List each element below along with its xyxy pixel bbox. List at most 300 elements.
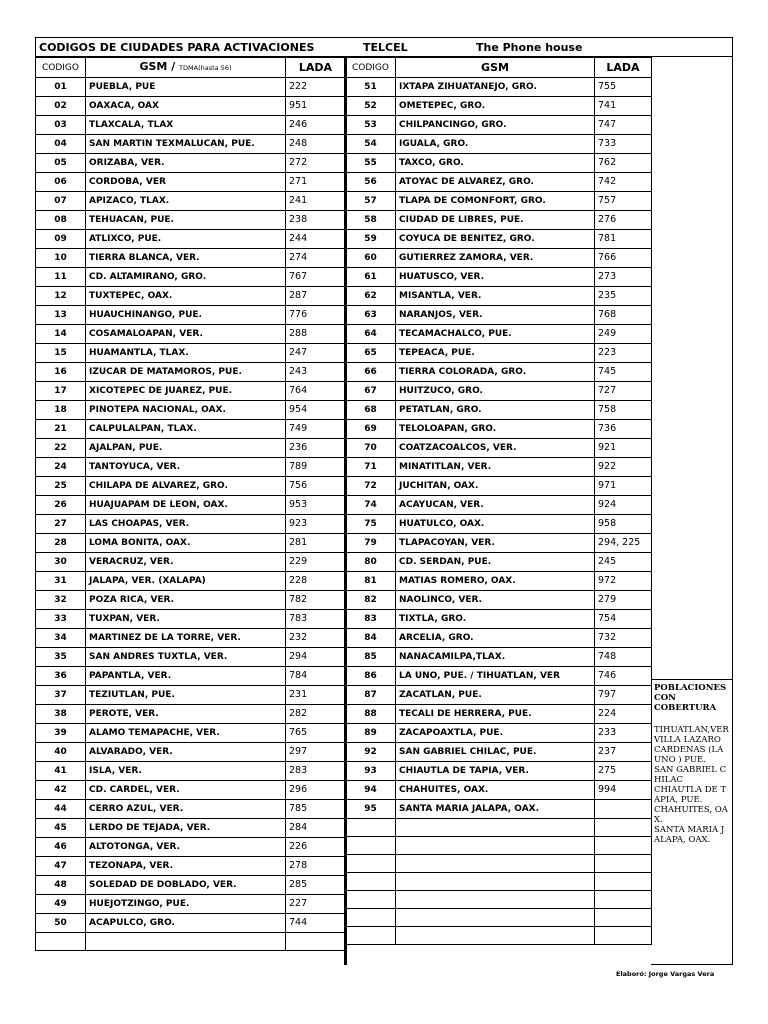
- table-row: [346, 439, 652, 458]
- row-city: TELOLOAPAN, GRO.: [396, 420, 595, 439]
- row-city: HUATUSCO, VER.: [396, 268, 595, 287]
- row-code: 14: [36, 325, 86, 344]
- row-lada: 296: [286, 781, 346, 800]
- row-code: 84: [346, 629, 396, 648]
- row-code: 17: [36, 382, 86, 401]
- row-city: CIUDAD DE LIBRES, PUE.: [396, 211, 595, 230]
- row-city: TECAMACHALCO, PUE.: [396, 325, 595, 344]
- row-lada: 223: [595, 344, 652, 363]
- row-lada: 274: [286, 249, 346, 268]
- table-row: [36, 249, 346, 268]
- row-lada: 781: [595, 230, 652, 249]
- row-lada: 958: [595, 515, 652, 534]
- row-lada: 741: [595, 97, 652, 116]
- row-lada: 224: [595, 705, 652, 724]
- row-city: TEZIUTLAN, PUE.: [86, 686, 286, 705]
- row-city: CHILPANCINGO, GRO.: [396, 116, 595, 135]
- table-row: [36, 762, 346, 781]
- carrier-name: TELCEL: [363, 41, 408, 54]
- table-row: [36, 477, 346, 496]
- row-lada: 294: [286, 648, 346, 667]
- row-city: TUXPAN, VER.: [86, 610, 286, 629]
- table-row: [36, 192, 346, 211]
- row-lada: 236: [286, 439, 346, 458]
- table-row: [346, 268, 652, 287]
- table-row: [346, 686, 652, 705]
- row-code: 49: [36, 895, 86, 914]
- row-lada: 283: [286, 762, 346, 781]
- table-row: [346, 515, 652, 534]
- row-code: 10: [36, 249, 86, 268]
- table-row: [346, 610, 652, 629]
- table-row: [346, 909, 652, 927]
- row-code: 07: [36, 192, 86, 211]
- table-row: [346, 420, 652, 439]
- row-lada: 745: [595, 363, 652, 382]
- row-city: COATZACOALCOS, VER.: [396, 439, 595, 458]
- table-row: [346, 667, 652, 686]
- row-lada: 782: [286, 591, 346, 610]
- table-row: [36, 325, 346, 344]
- row-lada: [595, 837, 652, 855]
- row-city: LAS CHOAPAS, VER.: [86, 515, 286, 534]
- table-row: [36, 686, 346, 705]
- gsm-header: [86, 58, 286, 78]
- row-lada: [595, 855, 652, 873]
- table-row: [36, 439, 346, 458]
- row-city: CALPULALPAN, TLAX.: [86, 420, 286, 439]
- row-city: TIERRA COLORADA, GRO.: [396, 363, 595, 382]
- table-row: [346, 287, 652, 306]
- table-row: [36, 895, 346, 914]
- table-row: [36, 933, 346, 951]
- left-table-header: [36, 58, 346, 78]
- table-row: [36, 648, 346, 667]
- table-row: [346, 837, 652, 855]
- row-lada: 755: [595, 78, 652, 97]
- row-lada: 784: [286, 667, 346, 686]
- row-code: 53: [346, 116, 396, 135]
- row-city: LOMA BONITA, OAX.: [86, 534, 286, 553]
- row-lada: 951: [286, 97, 346, 116]
- gsm-label: GSM /: [139, 60, 180, 73]
- row-city: ALAMO TEMAPACHE, VER.: [86, 724, 286, 743]
- row-lada: 294, 225: [595, 534, 652, 553]
- row-lada: 241: [286, 192, 346, 211]
- row-lada: 727: [595, 382, 652, 401]
- table-row: [346, 891, 652, 909]
- table-row: [346, 211, 652, 230]
- row-code: 01: [36, 78, 86, 97]
- row-city: MISANTLA, VER.: [396, 287, 595, 306]
- row-city: JALAPA, VER. (XALAPA): [86, 572, 286, 591]
- row-code: 09: [36, 230, 86, 249]
- row-code: 31: [36, 572, 86, 591]
- row-code: 74: [346, 496, 396, 515]
- row-lada: 757: [595, 192, 652, 211]
- table-row: [346, 553, 652, 572]
- row-lada: 244: [286, 230, 346, 249]
- row-city: HUATULCO, OAX.: [396, 515, 595, 534]
- row-code: 45: [36, 819, 86, 838]
- row-city: OAXACA, OAX: [86, 97, 286, 116]
- row-city: [396, 873, 595, 891]
- row-city: [396, 855, 595, 873]
- row-city: ZACATLAN, PUE.: [396, 686, 595, 705]
- table-row: [36, 629, 346, 648]
- row-city: CHAHUITES, OAX.: [396, 781, 595, 800]
- row-city: MARTINEZ DE LA TORRE, VER.: [86, 629, 286, 648]
- row-lada: 276: [595, 211, 652, 230]
- row-city: IGUALA, GRO.: [396, 135, 595, 154]
- table-row: [36, 363, 346, 382]
- table-row: [346, 458, 652, 477]
- row-city: TANTOYUCA, VER.: [86, 458, 286, 477]
- row-lada: 744: [286, 914, 346, 933]
- row-code: 88: [346, 705, 396, 724]
- row-lada: 287: [286, 287, 346, 306]
- row-code: 83: [346, 610, 396, 629]
- table-row: [346, 781, 652, 800]
- row-code: [36, 933, 86, 951]
- table-row: [36, 135, 346, 154]
- table-row: [346, 762, 652, 781]
- row-city: VERACRUZ, VER.: [86, 553, 286, 572]
- row-code: [346, 891, 396, 909]
- row-code: 85: [346, 648, 396, 667]
- row-code: 87: [346, 686, 396, 705]
- table-row: [36, 116, 346, 135]
- right-code-table: [345, 57, 652, 945]
- coverage-list: TIHUATLAN,VER VILLA LAZARO CARDENAS (LA UNO ) PUE. SAN GABRIEL CHILAC CHIAUTLA DE TAPIA, PUE. CHAHUITES, OAX. SANTA MARIA JALAPA, OAX.: [654, 725, 729, 845]
- row-city: TLAPACOYAN, VER.: [396, 534, 595, 553]
- row-code: 62: [346, 287, 396, 306]
- table-row: [36, 914, 346, 933]
- table-row: [36, 78, 346, 97]
- row-city: ACAPULCO, GRO.: [86, 914, 286, 933]
- row-city: SAN ANDRES TUXTLA, VER.: [86, 648, 286, 667]
- row-city: AJALPAN, PUE.: [86, 439, 286, 458]
- row-city: ATLIXCO, PUE.: [86, 230, 286, 249]
- row-city: NANACAMILPA,TLAX.: [396, 648, 595, 667]
- table-row: [346, 97, 652, 116]
- table-row: [36, 173, 346, 192]
- row-code: 02: [36, 97, 86, 116]
- coverage-box: [651, 679, 733, 965]
- row-city: [396, 819, 595, 837]
- table-row: [36, 211, 346, 230]
- right-table-header: [346, 58, 652, 78]
- table-row: [346, 873, 652, 891]
- row-code: 04: [36, 135, 86, 154]
- row-code: 34: [36, 629, 86, 648]
- row-city: TEPEACA, PUE.: [396, 344, 595, 363]
- row-code: 22: [36, 439, 86, 458]
- table-row: [346, 249, 652, 268]
- row-lada: 227: [286, 895, 346, 914]
- table-row: [36, 591, 346, 610]
- table-row: [346, 154, 652, 173]
- table-row: [36, 230, 346, 249]
- table-row: [36, 458, 346, 477]
- row-city: JUCHITAN, OAX.: [396, 477, 595, 496]
- table-row: [36, 667, 346, 686]
- row-code: 21: [36, 420, 86, 439]
- row-code: 32: [36, 591, 86, 610]
- row-code: 05: [36, 154, 86, 173]
- side-panel: [651, 57, 733, 965]
- row-code: 71: [346, 458, 396, 477]
- row-lada: 767: [286, 268, 346, 287]
- row-lada: 742: [595, 173, 652, 192]
- row-lada: 766: [595, 249, 652, 268]
- row-city: COSAMALOAPAN, VER.: [86, 325, 286, 344]
- row-city: TLAPA DE COMONFORT, GRO.: [396, 192, 595, 211]
- row-code: 61: [346, 268, 396, 287]
- row-code: 57: [346, 192, 396, 211]
- table-row: [346, 173, 652, 192]
- row-lada: 765: [286, 724, 346, 743]
- row-code: 60: [346, 249, 396, 268]
- row-city: GUTIERREZ ZAMORA, VER.: [396, 249, 595, 268]
- table-row: [346, 927, 652, 945]
- row-code: 41: [36, 762, 86, 781]
- row-lada: 797: [595, 686, 652, 705]
- row-city: ACAYUCAN, VER.: [396, 496, 595, 515]
- row-lada: 245: [595, 553, 652, 572]
- table-row: [36, 800, 346, 819]
- row-city: CD. ALTAMIRANO, GRO.: [86, 268, 286, 287]
- row-code: 12: [36, 287, 86, 306]
- row-code: 66: [346, 363, 396, 382]
- row-city: TIXTLA, GRO.: [396, 610, 595, 629]
- table-row: [36, 857, 346, 876]
- table-row: [36, 154, 346, 173]
- row-lada: 272: [286, 154, 346, 173]
- table-row: [36, 382, 346, 401]
- row-lada: 297: [286, 743, 346, 762]
- row-code: 37: [36, 686, 86, 705]
- table-row: [346, 800, 652, 819]
- author-credit: Elaboró: Jorge Vargas Vera: [616, 970, 715, 978]
- row-code: 06: [36, 173, 86, 192]
- row-code: 11: [36, 268, 86, 287]
- row-city: CD. CARDEL, VER.: [86, 781, 286, 800]
- row-lada: 281: [286, 534, 346, 553]
- row-city: ISLA, VER.: [86, 762, 286, 781]
- row-code: 51: [346, 78, 396, 97]
- table-row: [36, 97, 346, 116]
- table-row: [346, 496, 652, 515]
- sheet-header: [35, 37, 733, 57]
- row-city: [86, 933, 286, 951]
- row-lada: 271: [286, 173, 346, 192]
- table-row: [36, 268, 346, 287]
- row-code: 59: [346, 230, 396, 249]
- row-code: 35: [36, 648, 86, 667]
- row-code: 92: [346, 743, 396, 762]
- row-code: 75: [346, 515, 396, 534]
- table-row: [346, 591, 652, 610]
- row-city: ATOYAC DE ALVAREZ, GRO.: [396, 173, 595, 192]
- table-row: [346, 135, 652, 154]
- row-lada: [595, 927, 652, 945]
- row-lada: 994: [595, 781, 652, 800]
- row-city: COYUCA DE BENITEZ, GRO.: [396, 230, 595, 249]
- table-row: [346, 534, 652, 553]
- row-code: 72: [346, 477, 396, 496]
- row-lada: 754: [595, 610, 652, 629]
- table-row: [346, 382, 652, 401]
- row-city: TUXTEPEC, OAX.: [86, 287, 286, 306]
- row-lada: 237: [595, 743, 652, 762]
- table-row: [36, 534, 346, 553]
- row-lada: [595, 873, 652, 891]
- row-lada: 732: [595, 629, 652, 648]
- row-code: [346, 819, 396, 837]
- table-row: [346, 629, 652, 648]
- row-city: NAOLINCO, VER.: [396, 591, 595, 610]
- row-city: TLAXCALA, TLAX: [86, 116, 286, 135]
- row-city: [396, 891, 595, 909]
- table-row: [346, 855, 652, 873]
- table-row: [36, 401, 346, 420]
- row-lada: 275: [595, 762, 652, 781]
- row-lada: 924: [595, 496, 652, 515]
- row-city: PETATLAN, GRO.: [396, 401, 595, 420]
- left-code-table: [35, 57, 346, 951]
- table-row: [346, 572, 652, 591]
- row-lada: [595, 800, 652, 819]
- store-name: The Phone house: [476, 41, 583, 54]
- row-city: ALVARADO, VER.: [86, 743, 286, 762]
- table-row: [36, 553, 346, 572]
- row-code: 39: [36, 724, 86, 743]
- row-city: TEHUACAN, PUE.: [86, 211, 286, 230]
- row-lada: 235: [595, 287, 652, 306]
- row-lada: 232: [286, 629, 346, 648]
- table-row: [346, 78, 652, 97]
- table-row: [36, 705, 346, 724]
- table-row: [36, 743, 346, 762]
- row-city: ARCELIA, GRO.: [396, 629, 595, 648]
- row-code: 30: [36, 553, 86, 572]
- row-code: 55: [346, 154, 396, 173]
- row-lada: 279: [595, 591, 652, 610]
- row-lada: [595, 909, 652, 927]
- row-lada: 228: [286, 572, 346, 591]
- row-code: 46: [36, 838, 86, 857]
- row-code: 18: [36, 401, 86, 420]
- row-city: PEROTE, VER.: [86, 705, 286, 724]
- table-row: [346, 819, 652, 837]
- row-code: 80: [346, 553, 396, 572]
- row-lada: 921: [595, 439, 652, 458]
- code-sheet: [35, 37, 733, 965]
- row-code: 65: [346, 344, 396, 363]
- row-lada: 243: [286, 363, 346, 382]
- sheet-title: CODIGOS DE CIUDADES PARA ACTIVACIONES: [39, 41, 315, 54]
- row-city: OMETEPEC, GRO.: [396, 97, 595, 116]
- row-code: 52: [346, 97, 396, 116]
- row-city: HUITZUCO, GRO.: [396, 382, 595, 401]
- row-code: [346, 927, 396, 945]
- table-row: [346, 705, 652, 724]
- table-row: [36, 572, 346, 591]
- row-lada: 746: [595, 667, 652, 686]
- row-code: 28: [36, 534, 86, 553]
- row-city: HUAUCHINANGO, PUE.: [86, 306, 286, 325]
- row-lada: 762: [595, 154, 652, 173]
- row-code: 79: [346, 534, 396, 553]
- row-city: SAN GABRIEL CHILAC, PUE.: [396, 743, 595, 762]
- row-code: [346, 909, 396, 927]
- row-code: 64: [346, 325, 396, 344]
- row-lada: 785: [286, 800, 346, 819]
- row-code: 25: [36, 477, 86, 496]
- row-city: NARANJOS, VER.: [396, 306, 595, 325]
- row-lada: 776: [286, 306, 346, 325]
- table-row: [346, 306, 652, 325]
- row-code: 03: [36, 116, 86, 135]
- row-code: 40: [36, 743, 86, 762]
- row-code: 24: [36, 458, 86, 477]
- row-code: 95: [346, 800, 396, 819]
- row-city: APIZACO, TLAX.: [86, 192, 286, 211]
- table-row: [36, 781, 346, 800]
- row-code: 08: [36, 211, 86, 230]
- row-lada: 248: [286, 135, 346, 154]
- row-lada: 749: [286, 420, 346, 439]
- row-code: 56: [346, 173, 396, 192]
- row-lada: 972: [595, 572, 652, 591]
- row-city: SOLEDAD DE DOBLADO, VER.: [86, 876, 286, 895]
- row-city: TAXCO, GRO.: [396, 154, 595, 173]
- column-divider: [344, 57, 347, 965]
- row-city: HUAJUAPAM DE LEON, OAX.: [86, 496, 286, 515]
- row-city: HUAMANTLA, TLAX.: [86, 344, 286, 363]
- row-code: 16: [36, 363, 86, 382]
- row-code: 58: [346, 211, 396, 230]
- row-lada: 736: [595, 420, 652, 439]
- row-code: 13: [36, 306, 86, 325]
- row-lada: 758: [595, 401, 652, 420]
- code-header: CODIGO: [346, 58, 396, 78]
- table-row: [36, 287, 346, 306]
- row-city: CORDOBA, VER: [86, 173, 286, 192]
- code-header: CODIGO: [36, 58, 86, 78]
- table-row: [346, 344, 652, 363]
- row-code: 15: [36, 344, 86, 363]
- table-row: [36, 344, 346, 363]
- table-row: [346, 648, 652, 667]
- row-code: 82: [346, 591, 396, 610]
- row-city: PAPANTLA, VER.: [86, 667, 286, 686]
- row-lada: 789: [286, 458, 346, 477]
- table-row: [36, 610, 346, 629]
- table-row: [36, 838, 346, 857]
- table-row: [36, 420, 346, 439]
- table-row: [36, 515, 346, 534]
- row-code: 47: [36, 857, 86, 876]
- row-lada: 923: [286, 515, 346, 534]
- row-city: IXTAPA ZIHUATANEJO, GRO.: [396, 78, 595, 97]
- row-lada: 922: [595, 458, 652, 477]
- row-city: PINOTEPA NACIONAL, OAX.: [86, 401, 286, 420]
- table-row: [36, 876, 346, 895]
- table-row: [36, 724, 346, 743]
- row-lada: 783: [286, 610, 346, 629]
